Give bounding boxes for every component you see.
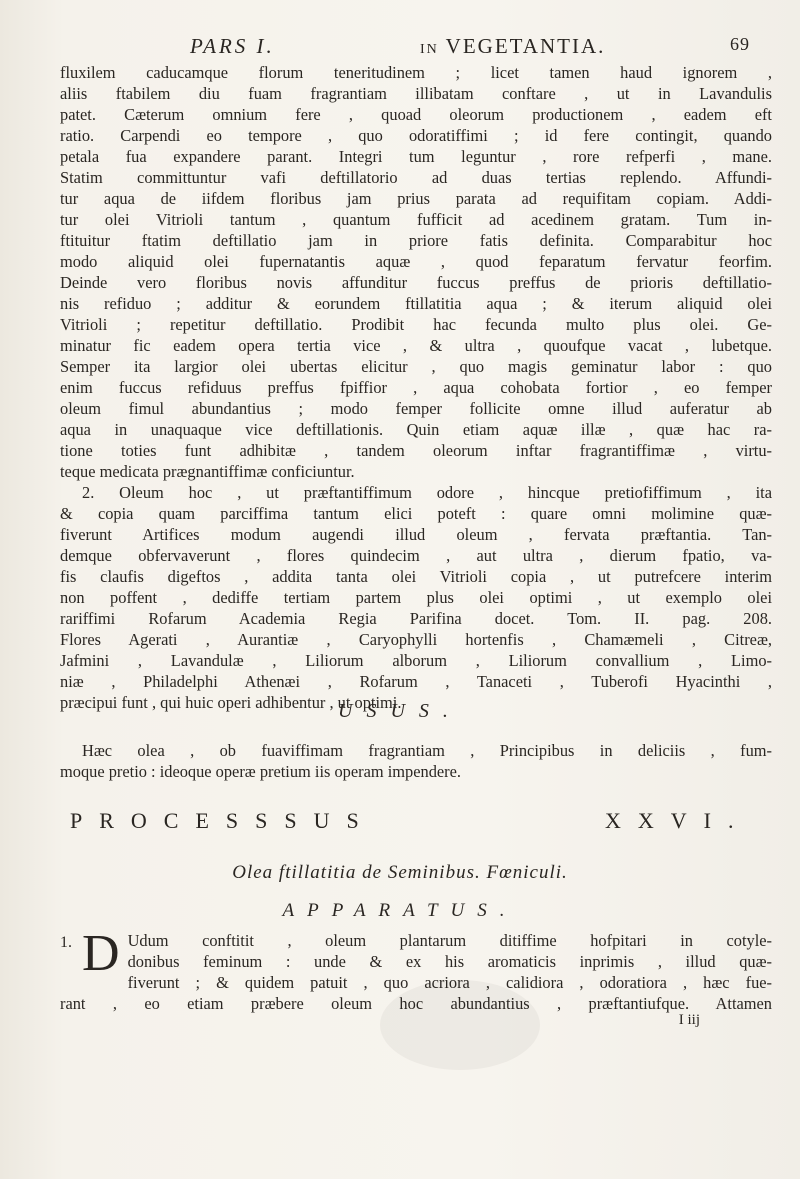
processus-number: XXVI. — [605, 808, 751, 833]
processus-heading — [70, 808, 760, 834]
text-line: minatur fic eadem opera tertia vice , & ultra , quoufque vacat , lubetque. — [60, 336, 772, 355]
header-pars: PARS I. — [190, 34, 275, 58]
apparatus-heading: APPARATUS. — [282, 900, 518, 921]
text-line: rariffimi Rofarum Academia Regia Parifina docet. Tom. II. pag. 208. — [60, 609, 772, 628]
process-subtitle: Olea ftillatitia de Seminibus. Fœniculi. — [232, 862, 568, 883]
apparatus-paragraph — [60, 925, 772, 1014]
text-line: teque medicata prægnantiffimæ conficiuntur. — [60, 462, 355, 481]
text-line: fluxilem caducamque florum teneritudinem ; licet tamen haud ignorem , — [60, 63, 772, 82]
header-in: IN — [420, 42, 439, 57]
text-line: modo aliquid olei fupernatantis aquæ , quod feparatum fervatur feorfim. — [60, 252, 772, 271]
text-line: patet. Cæterum omnium fere , quoad oleorum productionem , eadem eft — [60, 105, 772, 124]
text-line: Vitrioli ; repetitur deftillatio. Prodibit hac fecunda multo plus olei. Ge- — [60, 315, 772, 334]
page-number: 69 — [730, 34, 750, 54]
running-header — [60, 34, 760, 62]
text-line: nis refiduo ; additur & eorundem ftillatitia aqua ; & iterum aliquid olei — [60, 294, 772, 313]
signature-mark: I iij — [678, 1012, 700, 1028]
header-title: VEGETANTIA. — [445, 34, 606, 58]
text-line: moque pretio : ideoque operæ pretium iis operam impendere. — [60, 762, 462, 781]
text-line: non poffent , dediffe tertiam partem plus olei optimi , ut exemplo olei — [60, 588, 772, 607]
text-line: tione toties funt adhibitæ , tandem oleorum inftar fragrantiffimæ , virtu- — [60, 441, 772, 460]
drop-cap: D — [82, 925, 120, 982]
text-line: enim fuccus refiduus preffus fpiffior , aqua cohobata fortior , eo femper — [60, 378, 772, 397]
main-paragraph — [60, 62, 772, 713]
text-line: & copia quam parciffima tantum elici poteft : quare omni molimine quæ- — [60, 504, 772, 523]
text-line: niæ , Philadelphi Athenæi , Rofarum , Tanaceti , Tuberofi Hyacinthi , — [60, 672, 772, 691]
text-line: Jafmini , Lavandulæ , Liliorum alborum , Liliorum convallium , Limo- — [60, 651, 772, 670]
text-line: fis claufis digeftos , addita tanta olei Vitrioli copia , ut putrefcere interim — [60, 567, 772, 586]
processus-label: PROCESSSUS — [70, 808, 376, 833]
text-line: tur aqua de iifdem floribus jam prius parata ad requifitam copiam. Addi- — [60, 189, 772, 208]
usus-paragraph — [60, 740, 772, 782]
section-number: 1. — [60, 934, 72, 951]
text-line: 2. Oleum hoc , ut præftantiffimum odore , hincque pretiofiffimum , ita — [82, 483, 772, 502]
text-line: aqua in unaquaque vice deftillationis. Quin etiam aquæ illæ , quæ hac ra- — [60, 420, 772, 439]
text-line: præcipui funt , qui huic operi adhibentur , ut optimi. — [60, 693, 402, 712]
text-line: demque obfervaverunt , flores quindecim , aut ultra , dierum fpatio, va- — [60, 546, 772, 565]
usus-heading: USUS. — [338, 700, 462, 722]
text-line: Deinde vero floribus novis affunditur fuccus preffus de prioris deftillatio- — [60, 273, 772, 292]
text-line: rant , eo etiam præbere oleum hoc abundantius , præftantiufque. Attamen — [60, 994, 772, 1013]
text-line: Hæc olea , ob fuaviffimam fragrantiam , Principibus in deliciis , fum- — [82, 741, 772, 760]
text-line: petala fua expandere parant. Integri tum leguntur , rore refperfi , mane. — [60, 147, 772, 166]
text-line: Statim committuntur vafi deftillatorio ad duas tertias replendo. Affundi- — [60, 168, 772, 187]
text-line: Flores Agerati , Aurantiæ , Caryophylli hortenfis , Chamæmeli , Citreæ, — [60, 630, 772, 649]
text-line: ftituitur ftatim deftillatio jam in priore fatis definita. Comparabitur hoc — [60, 231, 772, 250]
text-line-content: Udum conftitit , oleum plantarum ditiffime hofpitari in cotyle- — [127, 931, 772, 950]
header-section — [420, 34, 605, 59]
text-line: ratio. Carpendi eo tempore , quo odoratiffimi ; id fere contingit, quando — [60, 126, 772, 145]
text-line: Semper ita largior olei ubertas elicitur , quo magis geminatur labor : quo — [60, 357, 772, 376]
text-line: tur olei Vitrioli tantum , quantum fufficit ad acedinem gratam. Tum in- — [60, 210, 772, 229]
text-line: fiverunt ; & quidem patuit , quo acriora , calidiora , odoratiora , hæc fue- — [127, 973, 772, 992]
text-line: oleum fimul abundantius ; modo femper follicite omne illud auferatur ab — [60, 399, 772, 418]
text-line: donibus feminum : unde & ex his aromaticis inprimis , illud quæ- — [127, 952, 772, 971]
text-line: fiverunt Artifices modum augendi illud oleum , fervata præftantia. Tan- — [60, 525, 772, 544]
text-line: aliis ftabilem diu fuam fragrantiam illibatam conftare , ut in Lavandulis — [60, 84, 772, 103]
